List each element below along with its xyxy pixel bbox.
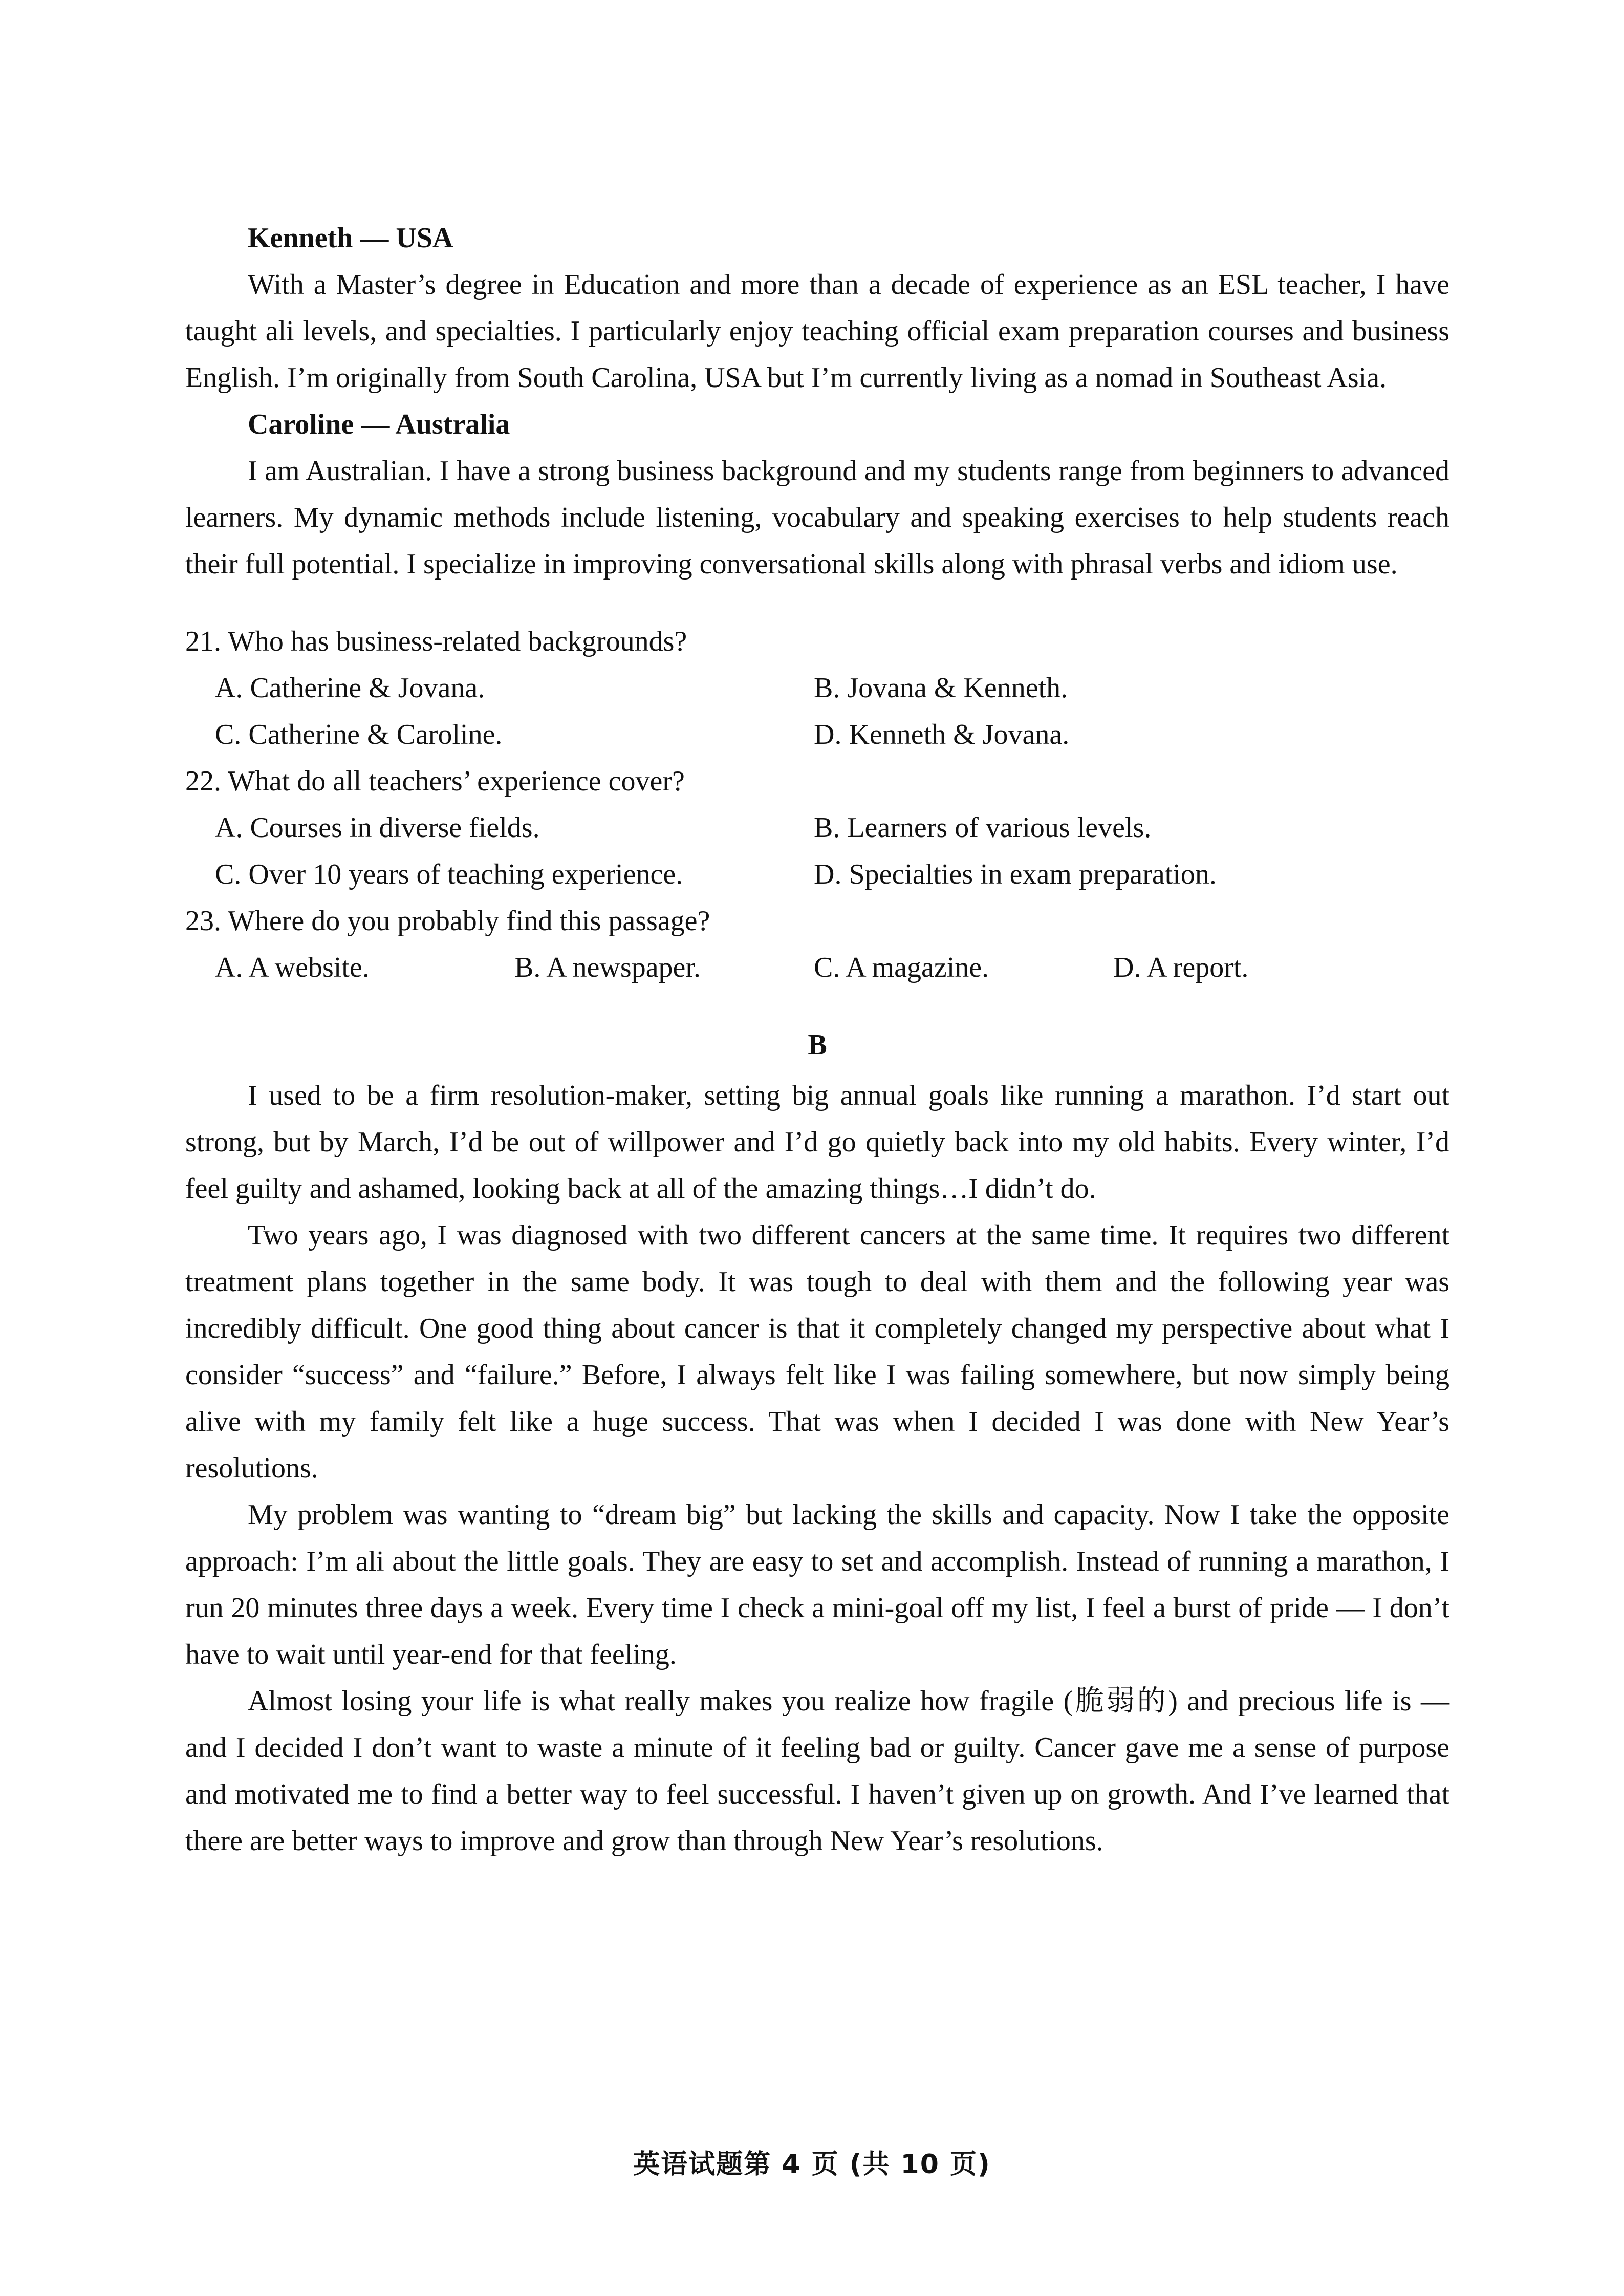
option-a: A. A website. [215,952,370,983]
question-23 [185,898,1449,991]
option-b: B. Learners of various levels. [814,812,1152,844]
option-c: C. Over 10 years of teaching experience. [215,859,683,890]
teacher-kenneth [185,215,1449,401]
passage-paragraph: Two years ago, I was diagnosed with two different cancers at the same time. It requires two different treatment plans together in the same body. It was tough to deal with them and the following year was incredibly difficult. One good thing about cancer is that it completely changed my perspective about what I consider “success” and “failure.” Before, I always felt like I was failing somewhere, but now simply being alive with my family felt like a huge success. That was when I decided I was done with New Year’s resolutions. [185,1219,1449,1484]
part-heading: B [808,1029,827,1061]
page-footer: 英语试题第 4 页 (共 10 页) [633,2149,991,2180]
exam-page [185,215,1449,1864]
option-d: D. Kenneth & Jovana. [814,719,1070,750]
teacher-description: I am Australian. I have a strong business background and my students range from beginners to advanced learners. My dynamic methods include listening, vocabulary and speaking exercises to help students reach their full potential. I specialize in improving conversational skills along with phrasal verbs and idiom use. [185,455,1449,580]
option-a: A. Courses in diverse fields. [215,812,540,844]
option-d: D. Specialties in exam preparation. [814,859,1217,890]
option-c: C. Catherine & Caroline. [215,719,503,750]
passage-paragraph: I used to be a firm resolution-maker, setting big annual goals like running a marathon. I’d start out strong, but by March, I’d be out of willpower and I’d go quietly back into my old habits. Every winter, I’d feel guilty and ashamed, looking back at all of the amazing things…I didn’t do. [185,1080,1449,1205]
option-b: B. Jovana & Kenneth. [814,672,1068,704]
question-21 [185,618,1449,758]
question-22 [185,758,1449,898]
passage-b [185,1022,1449,1864]
teacher-description: With a Master’s degree in Education and more than a decade of experience as an ESL teacher, I have taught ali levels, and specialties. I particularly enjoy teaching official exam preparation courses and business English. I’m originally from South Carolina, USA but I’m currently living as a nomad in Southeast Asia. [185,269,1449,394]
teacher-heading: Caroline — Australia [248,409,510,440]
question-stem: 22. What do all teachers’ experience cover? [185,765,685,797]
option-d: D. A report. [1113,952,1249,983]
teacher-caroline [185,401,1449,588]
question-stem: 23. Where do you probably find this passage? [185,905,710,937]
question-list [185,618,1449,991]
teacher-heading: Kenneth — USA [248,222,453,254]
option-c: C. A magazine. [814,952,989,983]
passage-paragraph: My problem was wanting to “dream big” but lacking the skills and capacity. Now I take the opposite approach: I’m ali about the little goals. They are easy to set and accomplish. Instead of running a marathon, I run 20 minutes three days a week. Every time I check a mini-goal off my list, I feel a burst of pride — I don’t have to wait until year-end for that feeling. [185,1499,1449,1670]
option-b: B. A newspaper. [514,952,701,983]
option-a: A. Catherine & Jovana. [215,672,485,704]
question-stem: 21. Who has business-related backgrounds? [185,626,687,657]
passage-paragraph: Almost losing your life is what really makes you realize how fragile (脆弱的) and precious life is — and I decided I don’t want to waste a minute of it feeling bad or guilty. Cancer gave me a sense of purpose and motivated me to find a better way to feel successful. I haven’t given up on growth. And I’ve learned that there are better ways to improve and grow than through New Year’s resolutions. [185,1685,1449,1857]
